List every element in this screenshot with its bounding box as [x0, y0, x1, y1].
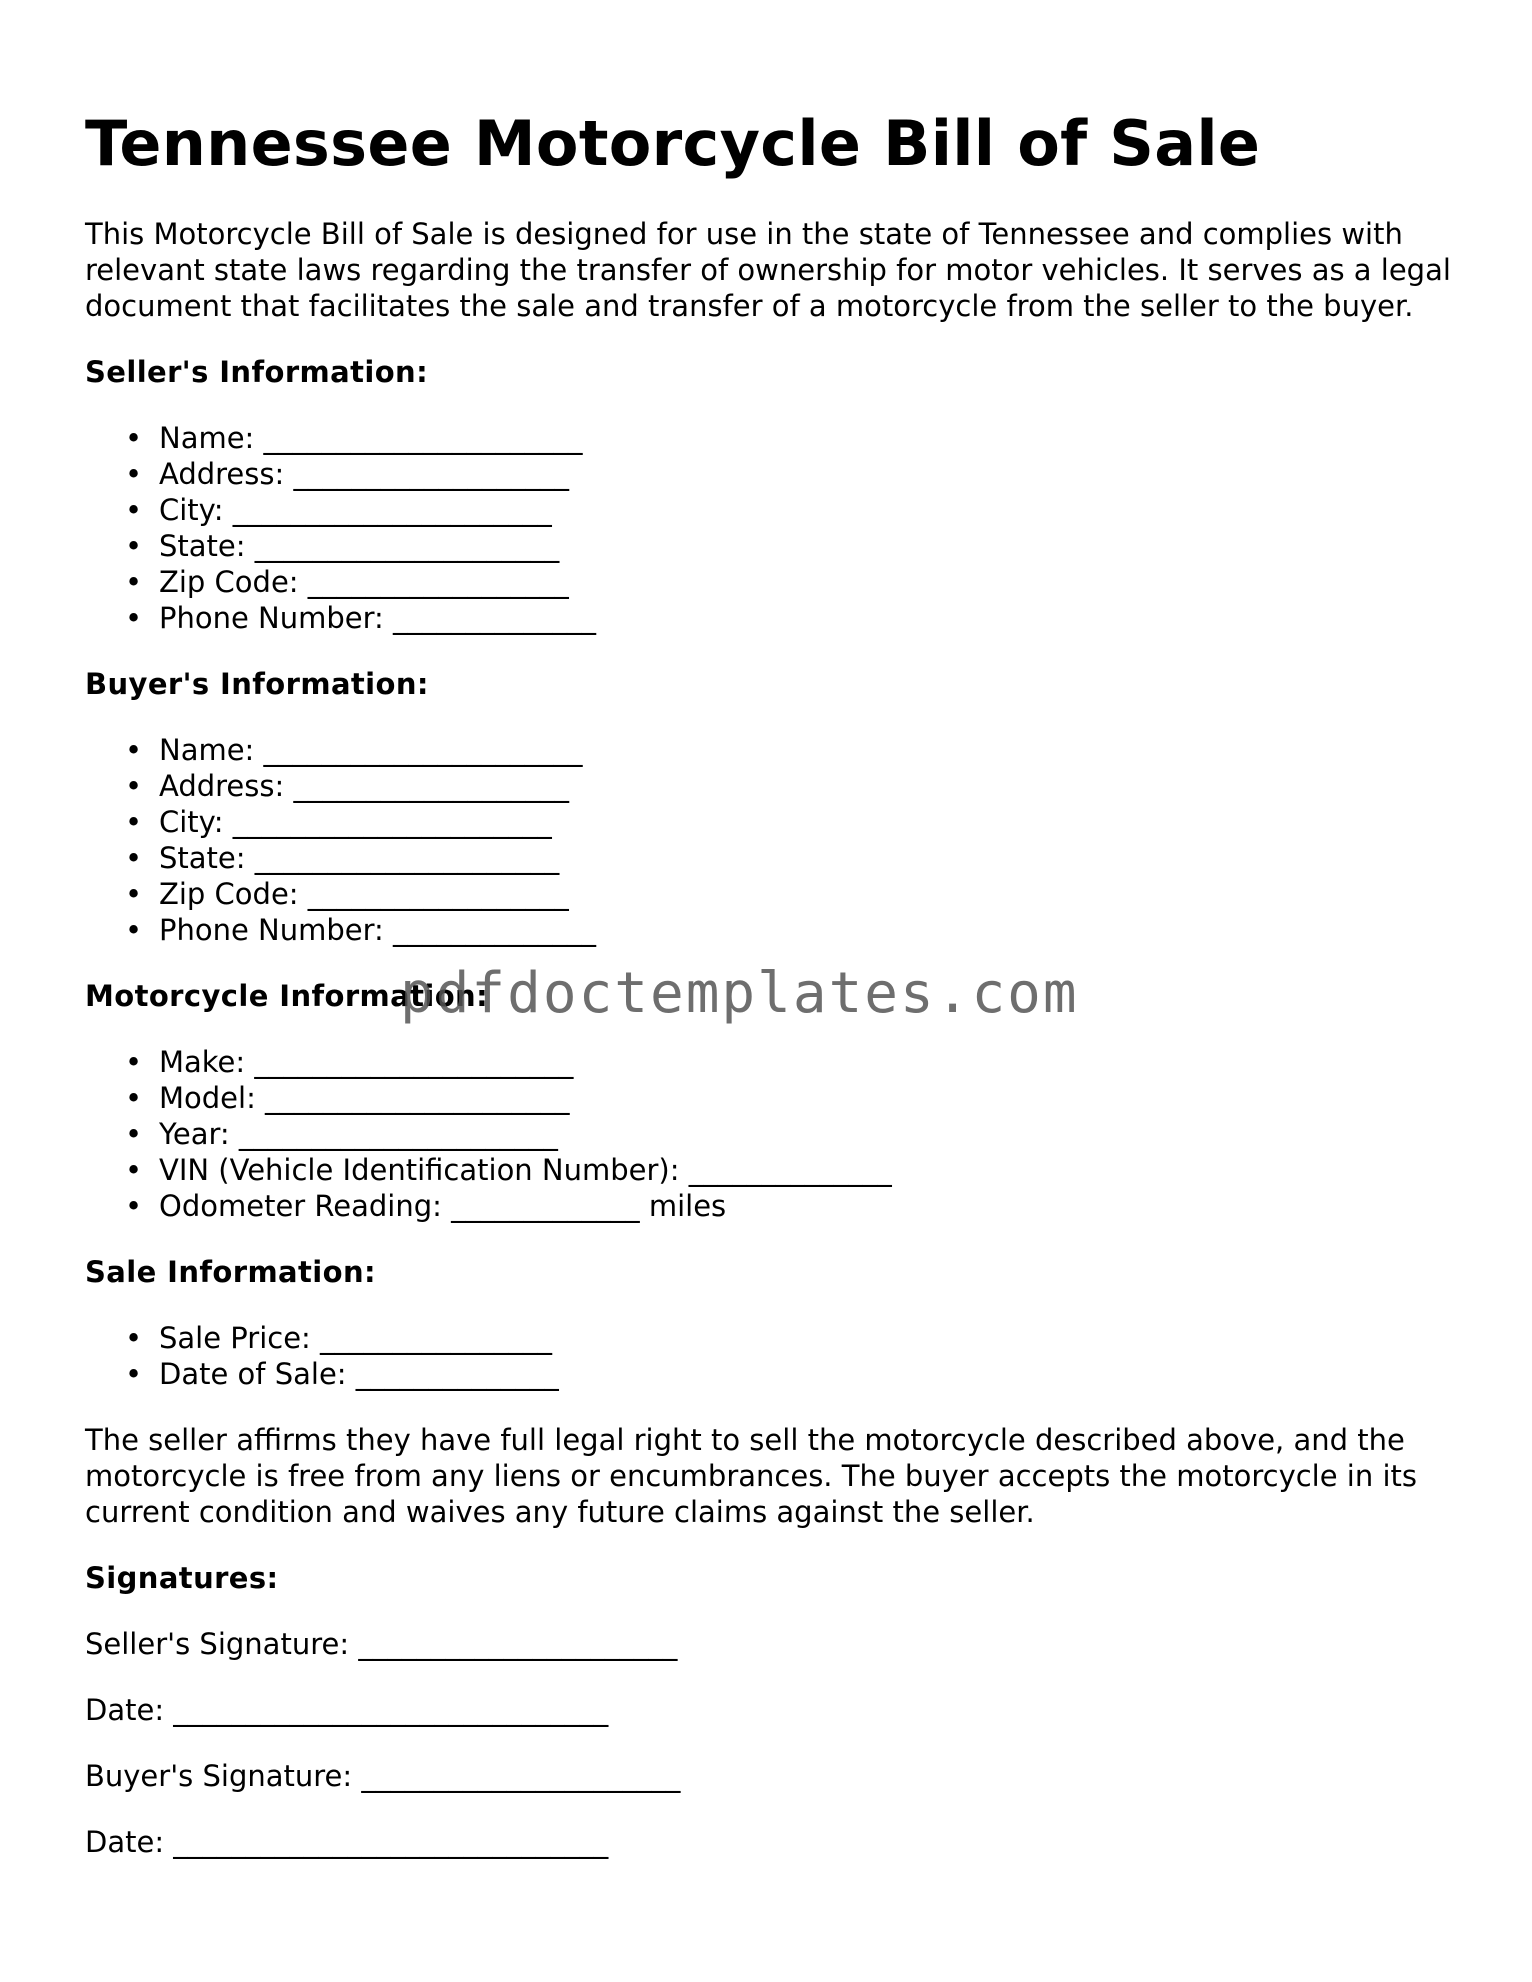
- motorcycle-heading: Motorcycle Information:: [85, 979, 489, 1013]
- buyer-field-list: [85, 732, 1465, 948]
- vin-field: • VIN (Vehicle Identification Number): ______________: [85, 1152, 1465, 1188]
- watermark: pdfdoctemplates.com: [400, 961, 1079, 1026]
- make-field: • Make: ______________________: [85, 1044, 1465, 1080]
- buyer-zip-field: • Zip Code: __________________: [85, 876, 1465, 912]
- sale-heading: Sale Information:: [85, 1255, 376, 1289]
- seller-address-field: • Address: ___________________: [85, 456, 1465, 492]
- year-field: • Year: ______________________: [85, 1116, 1465, 1152]
- buyer-name-field: • Name: ______________________: [85, 732, 1465, 768]
- sale-price-field: • Sale Price: ________________: [85, 1320, 1465, 1356]
- document-title: Tennessee Motorcycle Bill of Sale: [85, 107, 1261, 180]
- signatures-heading: Signatures:: [85, 1561, 279, 1595]
- seller-name-field: • Name: ______________________: [85, 420, 1465, 456]
- buyer-state-field: • State: _____________________: [85, 840, 1465, 876]
- seller-zip-field: • Zip Code: __________________: [85, 564, 1465, 600]
- seller-phone-field: • Phone Number: ______________: [85, 600, 1465, 636]
- buyer-address-field: • Address: ___________________: [85, 768, 1465, 804]
- seller-heading: Seller's Information:: [85, 355, 429, 389]
- seller-signature-line: Seller's Signature: ______________________: [85, 1627, 678, 1661]
- odometer-field: • Odometer Reading: _____________ miles: [85, 1188, 1465, 1224]
- buyer-signature-line: Buyer's Signature: ______________________: [85, 1759, 681, 1793]
- seller-state-field: • State: _____________________: [85, 528, 1465, 564]
- sale-date-field: • Date of Sale: ______________: [85, 1356, 1465, 1392]
- motorcycle-field-list: [85, 1044, 1465, 1224]
- model-field: • Model: _____________________: [85, 1080, 1465, 1116]
- buyer-phone-field: • Phone Number: ______________: [85, 912, 1465, 948]
- buyer-city-field: • City: ______________________: [85, 804, 1465, 840]
- intro-paragraph: This Motorcycle Bill of Sale is designed for use in the state of Tennessee and complies with relevant state laws regarding the transfer of ownership for motor vehicles. It serves as a legal document that facilitates the sale and transfer of a motorcycle from the seller to the buyer.: [85, 217, 1451, 323]
- affirmation-paragraph: The seller affirms they have full legal right to sell the motorcycle described above, and the motorcycle is free from any liens or encumbrances. The buyer accepts the motorcycle in its current condition and waives any future claims against the seller.: [85, 1423, 1417, 1529]
- seller-city-field: • City: ______________________: [85, 492, 1465, 528]
- buyer-heading: Buyer's Information:: [85, 667, 429, 701]
- buyer-date-line: Date: ______________________________: [85, 1825, 609, 1859]
- sale-field-list: [85, 1320, 1465, 1392]
- seller-field-list: [85, 420, 1465, 636]
- seller-date-line: Date: ______________________________: [85, 1693, 609, 1727]
